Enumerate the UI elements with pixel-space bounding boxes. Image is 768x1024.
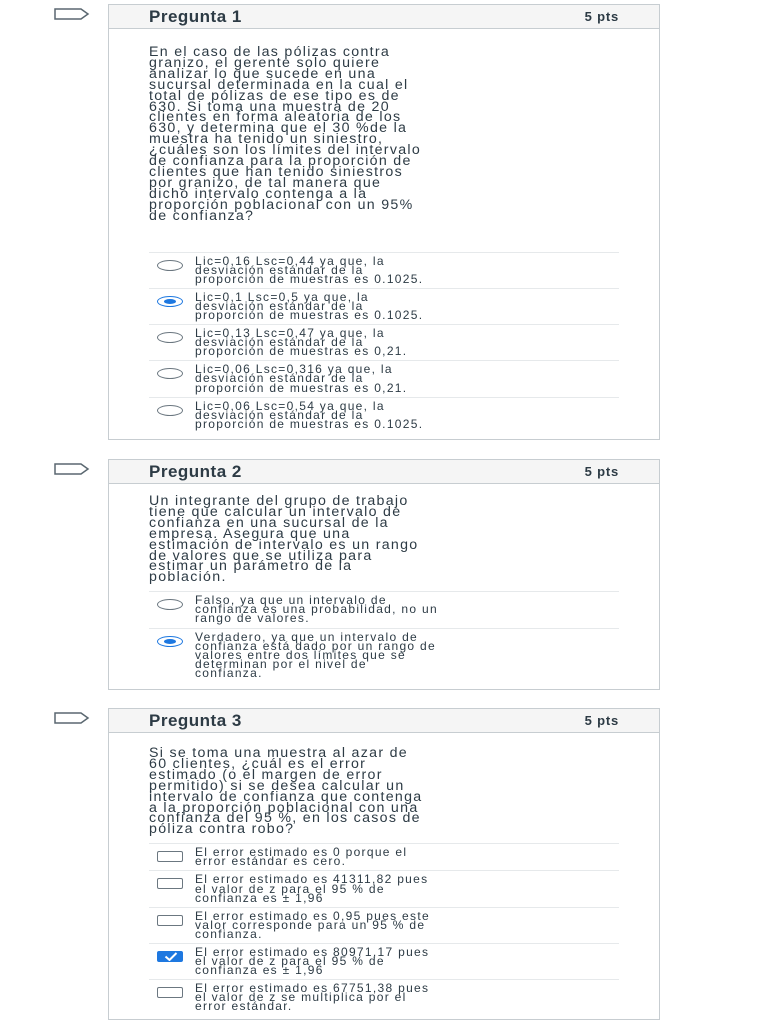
answer-label: Lic=0,16 Lsc=0,44 ya que, la desviación estándar de la proporción de muestras es 0.1025.	[195, 253, 424, 286]
question-text: Si se toma una muestra al azar de 60 clientes, ¿cuál es el error estimado (o el margen de error permitido) si se desea calcular un intervalo de confianza que contenga a la proporción poblacional con una confianza del 95 %, en los casos de póliza contra robo?	[149, 745, 423, 838]
answer-label: El error estimado es 0,95 pues este valor corresponde para un 95 % de confianza.	[195, 908, 430, 941]
radio-button[interactable]	[157, 368, 183, 379]
checkbox[interactable]	[157, 878, 183, 889]
question-title: Pregunta 2	[149, 461, 242, 481]
question-header	[109, 5, 659, 29]
answer-label: Falso, ya que un intervalo de confianza es una probabilidad, no un rango de valores.	[195, 593, 438, 626]
radio-button[interactable]	[157, 260, 183, 271]
answer-label: El error estimado es 41311,82 pues el valor de z para el 95 % de confianza es ± 1,96	[195, 872, 429, 905]
answer-label: El error estimado es 80971,17 pues el valor de z para el 95 % de confianza es ± 1,96	[195, 945, 430, 978]
answer-label: Lic=0,06 Lsc=0,316 ya que, la desviación estándar de la proporción de muestras es 0,21.	[195, 362, 408, 395]
question-title: Pregunta 1	[149, 6, 242, 26]
flag-question-icon[interactable]	[54, 712, 90, 724]
question-card-2	[108, 459, 660, 690]
answer-list	[149, 252, 619, 433]
radio-button-selected[interactable]	[157, 296, 183, 307]
question-card-3	[108, 708, 660, 1020]
checkbox[interactable]	[157, 851, 183, 862]
answer-label: El error estimado es 0 porque el error estándar es cero.	[195, 845, 408, 869]
checkbox[interactable]	[157, 915, 183, 926]
question-text: Un integrante del grupo de trabajo tiene que calcular un intervalo de confianza en una sucursal de la empresa. Asegura que una estimación de intervalo es un rango de valores que se utiliza para estimar un parámetro de la población.	[149, 493, 419, 586]
question-header	[109, 460, 659, 484]
answer-option[interactable]	[149, 397, 619, 433]
answer-option[interactable]	[149, 870, 619, 906]
answer-option[interactable]	[149, 907, 619, 943]
answer-list	[149, 591, 619, 682]
flag-question-icon[interactable]	[54, 463, 90, 475]
question-card-1	[108, 4, 660, 440]
checkmark-icon	[164, 952, 178, 961]
checkbox[interactable]	[157, 987, 183, 998]
answer-option[interactable]	[149, 943, 619, 979]
answer-label: Lic=0,1 Lsc=0,5 ya que, la desviación estándar de la proporción de muestras es 0.1025.	[195, 289, 424, 322]
checkbox-checked[interactable]	[157, 951, 183, 962]
answer-label: Verdadero, ya que un intervalo de confianza está dado por un rango de valores entre dos límites que se determinan por el nivel de confianza.	[195, 629, 436, 680]
radio-button[interactable]	[157, 599, 183, 610]
question-header	[109, 709, 659, 733]
answer-option[interactable]	[149, 288, 619, 324]
question-points: 5 pts	[584, 9, 619, 24]
answer-label: El error estimado es 67751,38 pues el valor de z se multiplica por el error estándar.	[195, 981, 430, 1014]
answer-option[interactable]	[149, 324, 619, 360]
answer-option[interactable]	[149, 360, 619, 396]
answer-list	[149, 843, 619, 1015]
answer-option[interactable]	[149, 843, 619, 870]
flag-question-icon[interactable]	[54, 8, 90, 20]
answer-option[interactable]	[149, 628, 619, 682]
answer-option[interactable]	[149, 591, 619, 627]
question-points: 5 pts	[584, 713, 619, 728]
answer-label: Lic=0,06 Lsc=0,54 ya que, la desviación estándar de la proporción de muestras es 0.1025.	[195, 398, 424, 431]
question-title: Pregunta 3	[149, 710, 242, 730]
answer-label: Lic=0,13 Lsc=0,47 ya que, la desviación estándar de la proporción de muestras es 0,21.	[195, 326, 408, 359]
radio-button[interactable]	[157, 332, 183, 343]
radio-button-selected[interactable]	[157, 636, 183, 647]
question-points: 5 pts	[584, 464, 619, 479]
radio-button[interactable]	[157, 405, 183, 416]
answer-option[interactable]	[149, 979, 619, 1015]
answer-option[interactable]	[149, 252, 619, 288]
question-text: En el caso de las pólizas contra granizo, el gerente solo quiere analizar lo que sucede en una sucursal determinada en la cual el total de pólizas de ese tipo es de 630. Si toma una muestra de 20 clientes en forma aleatoria de los 630, y determina que el 30 %de la muestra ha tenido un siniestro, ¿cuáles son los límites del intervalo de confianza para la proporción de clientes que han tenido siniestros por granizo, de tal manera que dicho intervalo contenga a la proporción poblacional con un 95% de confianza?	[149, 44, 422, 224]
